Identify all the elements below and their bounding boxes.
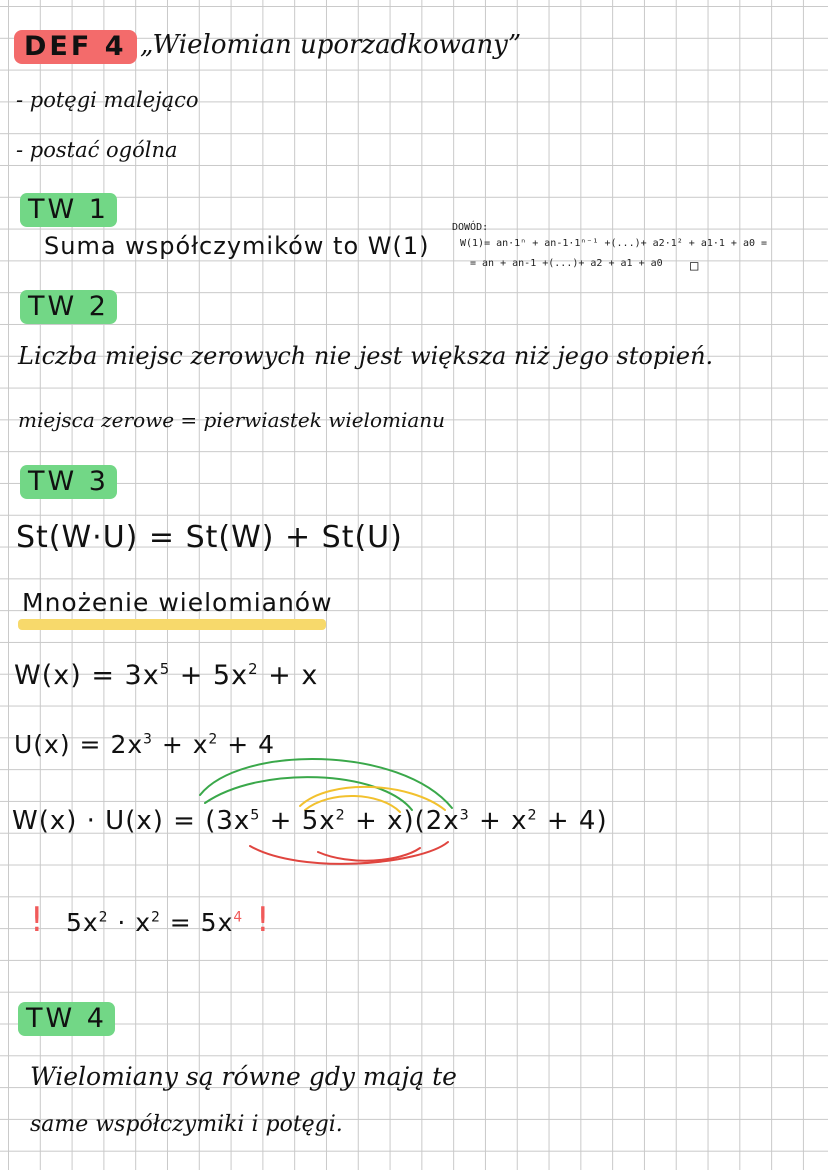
def4-title: „Wielomian uporzadkowany” <box>140 30 522 60</box>
tw4-line-2: same współczymiki i potęgi. <box>30 1112 343 1137</box>
tw1-proof-line2: = an + an-1 +(...)+ a2 + a1 + a0 <box>470 258 663 269</box>
prod-end: + 4) <box>537 806 608 836</box>
prod-exp-2: 2 <box>335 807 346 824</box>
w-rest: + x <box>258 660 319 691</box>
tw1-statement: Suma współczymików to W(1) <box>44 232 430 260</box>
warn-c: = 5x <box>160 908 234 937</box>
u-exp-2: 2 <box>208 731 219 748</box>
prod-mid-1: + 5x <box>260 806 336 836</box>
u-exp-1: 3 <box>143 731 153 748</box>
warn-exp-3: 4 <box>233 909 244 926</box>
prod-exp-1: 5 <box>250 807 261 824</box>
u-lhs: U(x) = 2x <box>14 730 144 759</box>
product-expression <box>12 806 608 836</box>
warn-b: · x <box>108 908 152 937</box>
prod-mid-2: + x)(2x <box>345 806 460 836</box>
w-lhs: W(x) = 3x <box>14 660 160 691</box>
warning-formula <box>66 908 243 937</box>
tw2-tag: TW 2 <box>20 290 117 324</box>
w-mid: + 5x <box>170 660 249 691</box>
warn-a: 5x <box>66 908 99 937</box>
qed-symbol: □ <box>690 258 699 274</box>
def4-tag: DEF 4 <box>14 30 137 64</box>
tw2-note: miejsca zerowe = pierwiastek wielomianu <box>18 408 446 432</box>
mult-heading: Mnożenie wielomianów <box>22 588 333 617</box>
prod-mid-3: + x <box>469 806 528 836</box>
tw3-tag: TW 3 <box>20 465 117 499</box>
w-exp-2: 2 <box>248 660 259 678</box>
def4-bullet-1: - potęgi malejąco <box>16 88 199 112</box>
prod-lhs: W(x) · U(x) = (3x <box>12 806 251 836</box>
warning-mark-left: ! <box>30 900 45 940</box>
tw1-proof-line1: W(1)= an·1ⁿ + an-1·1ⁿ⁻¹ +(...)+ a2·1² + a1·1 + a0 = <box>460 238 768 249</box>
tw4-line-1: Wielomiany są równe gdy mają te <box>30 1062 457 1091</box>
tw1-tag: TW 1 <box>20 193 117 227</box>
def4-bullet-2: - postać ogólna <box>16 138 178 162</box>
tw4-tag: TW 4 <box>18 1002 115 1036</box>
w-exp-1: 5 <box>159 660 171 678</box>
tw3-formula: St(W·U) = St(W) + St(U) <box>16 520 403 555</box>
arc-green-1 <box>200 759 452 808</box>
prod-exp-3: 3 <box>459 807 470 824</box>
tw2-statement: Liczba miejsc zerowych nie jest większa niż jego stopień. <box>18 342 714 370</box>
warning-mark-right: ! <box>256 900 271 940</box>
warn-exp-1: 2 <box>98 909 109 926</box>
u-mid: + x <box>152 730 209 759</box>
u-rest: + 4 <box>218 730 276 759</box>
warn-exp-2: 2 <box>151 909 161 926</box>
prod-exp-4: 2 <box>527 807 538 824</box>
tw1-proof-label: DOWÓD: <box>452 222 489 233</box>
